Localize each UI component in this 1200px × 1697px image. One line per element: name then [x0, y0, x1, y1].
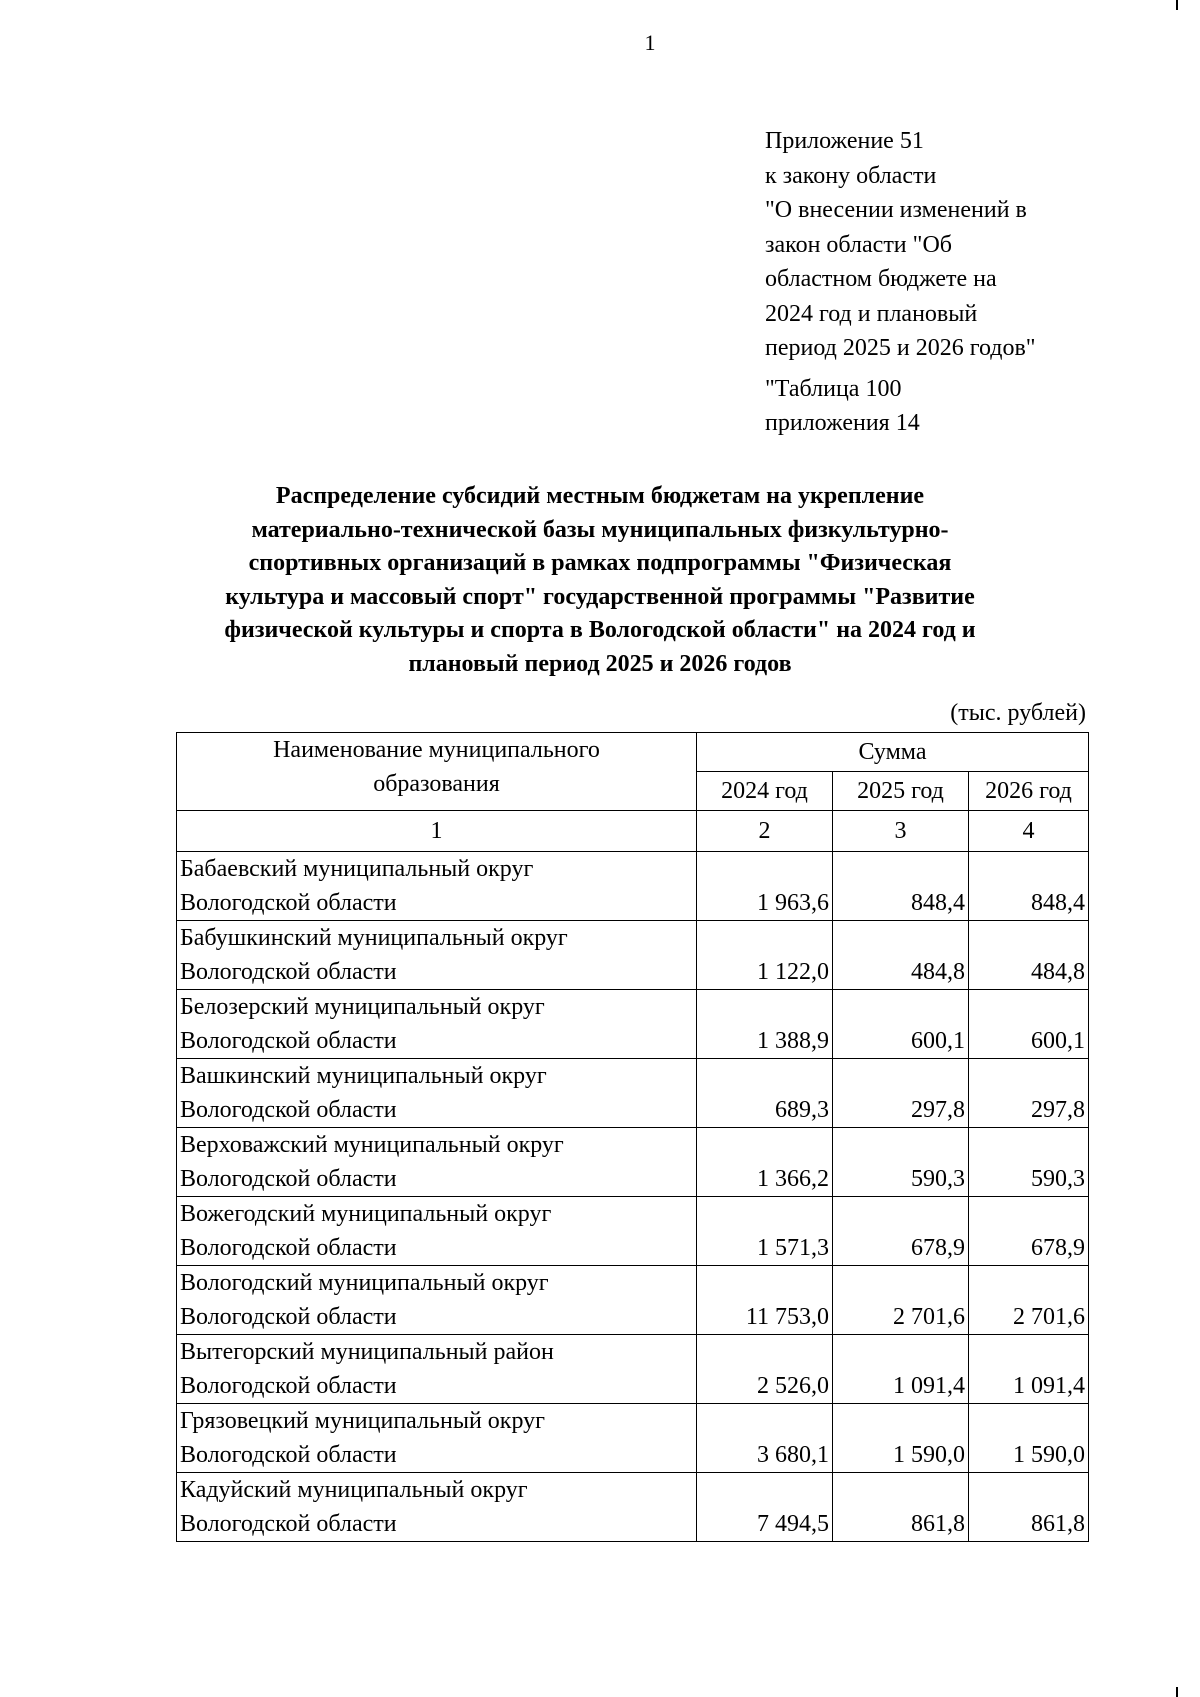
scan-edge-mark: [1176, 0, 1178, 10]
table-row: [177, 852, 1089, 921]
municipality-name: Вашкинский муниципальный округ: [180, 1063, 547, 1089]
municipality-name: Грязовецкий муниципальный округ: [180, 1408, 545, 1434]
table-header-row: [177, 733, 1089, 772]
municipality-name-cell: [177, 1128, 697, 1197]
subsidy-table: [176, 732, 1089, 1542]
amount-2026-cell: 590,3: [969, 1128, 1089, 1197]
appendix-line: к закону области: [765, 162, 937, 189]
municipality-name-cell: [177, 921, 697, 990]
appendix-line: "О внесении изменений в: [765, 197, 1027, 223]
header-name-line: образования: [373, 771, 500, 797]
header-name-cell: [177, 733, 697, 811]
appendix-block: [765, 124, 1105, 441]
municipality-name-cell: [177, 852, 697, 921]
amount-2026-cell: 1 590,0: [969, 1404, 1089, 1473]
amount-2025-cell: 1 091,4: [833, 1335, 969, 1404]
municipality-name-cell: [177, 1473, 697, 1542]
amount-2025-cell: 848,4: [833, 852, 969, 921]
municipality-name-cell: [177, 1335, 697, 1404]
municipality-region: Вологодской области: [180, 1028, 397, 1054]
header-sum-cell: Сумма: [697, 733, 1089, 772]
amount-2026-cell: 600,1: [969, 990, 1089, 1059]
amount-2026-cell: 861,8: [969, 1473, 1089, 1542]
appendix-line: 2024 год и плановый: [765, 300, 978, 327]
municipality-name: Вожегодский муниципальный округ: [180, 1201, 552, 1227]
amount-2024-cell: 1 388,9: [697, 990, 833, 1059]
title-line: спортивных организаций в рамках подпрограммы "Физическая: [248, 550, 952, 576]
header-year-cell: 2026 год: [969, 772, 1089, 811]
municipality-region: Вологодской области: [180, 1511, 397, 1537]
table-row: [177, 1197, 1089, 1266]
municipality-region: Вологодской области: [180, 1235, 397, 1261]
municipality-name: Вологодский муниципальный округ: [180, 1270, 549, 1296]
table-row: [177, 1335, 1089, 1404]
amount-2026-cell: 1 091,4: [969, 1335, 1089, 1404]
column-number-cell: 3: [833, 811, 969, 852]
table-row: [177, 1128, 1089, 1197]
amount-2025-cell: 861,8: [833, 1473, 969, 1542]
title-line: физической культуры и спорта в Вологодской области" на 2024 год и: [224, 617, 976, 643]
amount-2026-cell: 297,8: [969, 1059, 1089, 1128]
municipality-name-cell: [177, 1404, 697, 1473]
table-row: [177, 990, 1089, 1059]
title-line: Распределение субсидий местным бюджетам на укрепление: [275, 483, 925, 509]
amount-2024-cell: 1 963,6: [697, 852, 833, 921]
appendix-line: областном бюджете на: [765, 266, 997, 292]
title-line: материально-технической базы муниципальных физкультурно-: [251, 516, 949, 543]
municipality-region: Вологодской области: [180, 1166, 397, 1192]
column-number-cell: 4: [969, 811, 1089, 852]
amount-2024-cell: 3 680,1: [697, 1404, 833, 1473]
header-year-cell: 2025 год: [833, 772, 969, 811]
scan-edge-mark: [1176, 1687, 1178, 1697]
municipality-name: Бабушкинский муниципальный округ: [180, 925, 568, 951]
amount-2026-cell: 848,4: [969, 852, 1089, 921]
amount-2024-cell: 1 366,2: [697, 1128, 833, 1197]
municipality-region: Вологодской области: [180, 1442, 397, 1468]
municipality-name-cell: [177, 990, 697, 1059]
amount-2025-cell: 1 590,0: [833, 1404, 969, 1473]
table-row: [177, 1404, 1089, 1473]
amount-2024-cell: 2 526,0: [697, 1335, 833, 1404]
page-number: 1: [644, 30, 656, 55]
municipality-region: Вологодской области: [180, 1097, 397, 1123]
amount-2026-cell: 484,8: [969, 921, 1089, 990]
table-reference-line: приложения 14: [765, 410, 920, 436]
amount-2026-cell: 2 701,6: [969, 1266, 1089, 1335]
municipality-region: Вологодской области: [180, 959, 397, 985]
header-year-cell: 2024 год: [697, 772, 833, 811]
table-row: [177, 921, 1089, 990]
municipality-name: Бабаевский муниципальный округ: [180, 856, 534, 882]
appendix-line: Приложение 51: [765, 128, 924, 154]
municipality-name: Вытегорский муниципальный район: [180, 1339, 554, 1365]
amount-2024-cell: 11 753,0: [697, 1266, 833, 1335]
amount-2025-cell: 484,8: [833, 921, 969, 990]
amount-2025-cell: 590,3: [833, 1128, 969, 1197]
municipality-name: Белозерский муниципальный округ: [180, 994, 545, 1020]
table-row: [177, 1059, 1089, 1128]
document-title: [150, 480, 1050, 681]
units-label: (тыс. рублей): [950, 700, 1086, 726]
amount-2024-cell: 7 494,5: [697, 1473, 833, 1542]
table-row: [177, 1473, 1089, 1542]
amount-2025-cell: 297,8: [833, 1059, 969, 1128]
appendix-line: закон области "Об: [765, 231, 952, 258]
municipality-name-cell: [177, 1197, 697, 1266]
municipality-region: Вологодской области: [180, 1373, 397, 1399]
amount-2025-cell: 2 701,6: [833, 1266, 969, 1335]
table-reference-line: "Таблица 100: [765, 375, 902, 402]
municipality-region: Вологодской области: [180, 890, 397, 916]
amount-2026-cell: 678,9: [969, 1197, 1089, 1266]
amount-2024-cell: 689,3: [697, 1059, 833, 1128]
amount-2024-cell: 1 122,0: [697, 921, 833, 990]
municipality-name-cell: [177, 1266, 697, 1335]
header-name-line: Наименование муниципального: [273, 737, 600, 763]
amount-2025-cell: 678,9: [833, 1197, 969, 1266]
table-row: [177, 1266, 1089, 1335]
column-number-cell: 2: [697, 811, 833, 852]
title-line: культура и массовый спорт" государственной программы "Развитие: [225, 583, 975, 610]
title-line: плановый период 2025 и 2026 годов: [408, 650, 792, 677]
appendix-line: период 2025 и 2026 годов": [765, 335, 1036, 361]
municipality-region: Вологодской области: [180, 1304, 397, 1330]
amount-2025-cell: 600,1: [833, 990, 969, 1059]
column-number-row: [177, 811, 1089, 852]
amount-2024-cell: 1 571,3: [697, 1197, 833, 1266]
column-number-cell: 1: [177, 811, 697, 852]
municipality-name: Верховажский муниципальный округ: [180, 1132, 564, 1158]
municipality-name: Кадуйский муниципальный округ: [180, 1477, 528, 1503]
municipality-name-cell: [177, 1059, 697, 1128]
